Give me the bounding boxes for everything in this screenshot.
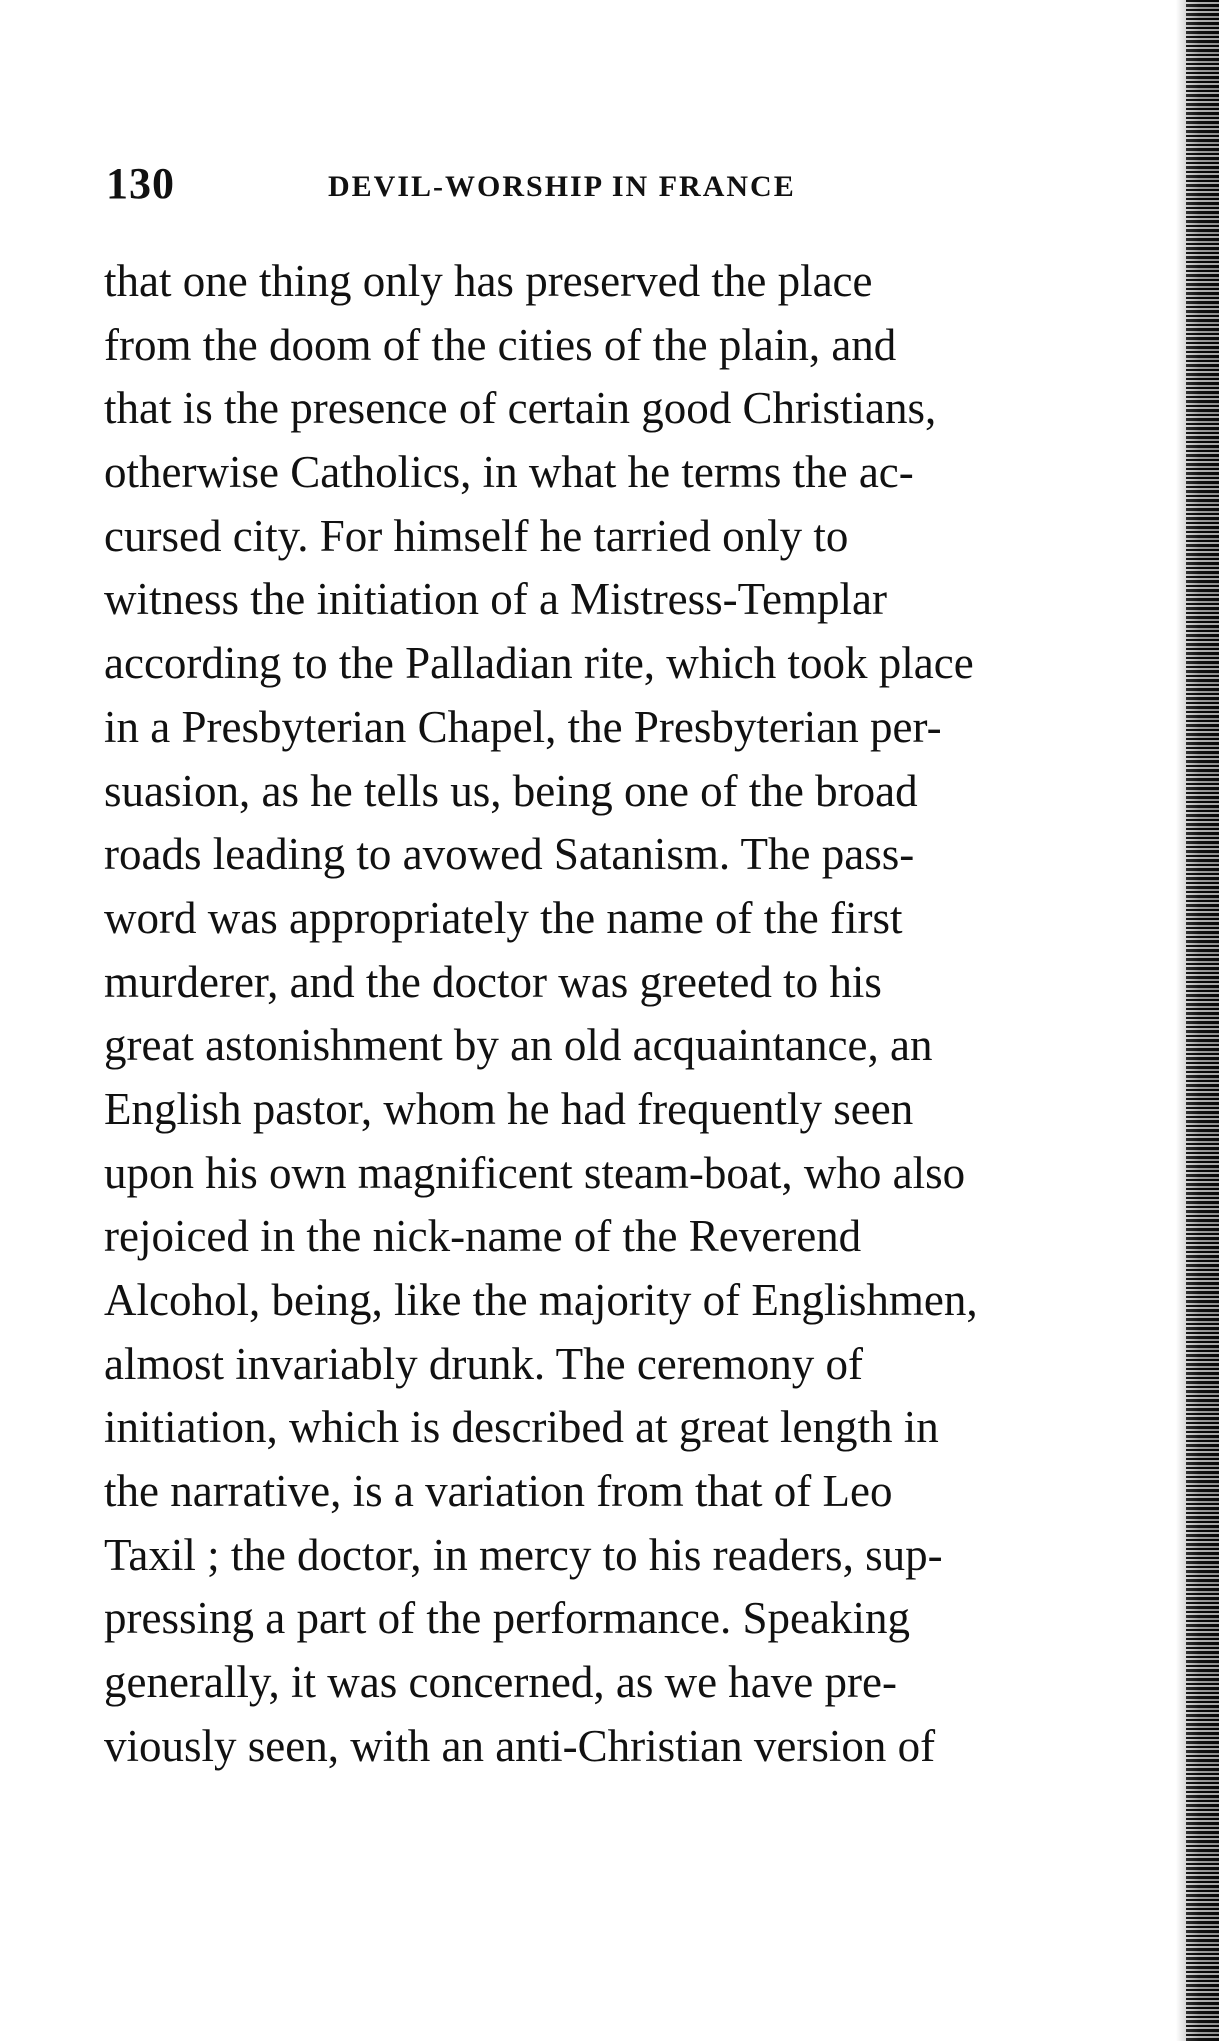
text-line: great astonishment by an old acquaintance, an	[104, 1020, 933, 1071]
text-line: upon his own magnificent steam-boat, who also	[104, 1147, 966, 1198]
text-line: according to the Palladian rite, which took place	[104, 638, 974, 689]
text-line: murderer, and the doctor was greeted to his	[104, 956, 882, 1007]
text-line: almost invariably drunk. The ceremony of	[104, 1338, 863, 1389]
text-line: roads leading to avowed Satanism. The pass-	[104, 829, 915, 880]
text-line: from the doom of the cities of the plain, and	[104, 319, 897, 370]
page-header	[106, 158, 1096, 218]
text-line: English pastor, whom he had frequently seen	[104, 1083, 914, 1134]
text-line: in a Presbyterian Chapel, the Presbyterian per-	[104, 701, 942, 752]
running-title: DEVIL-WORSHIP IN FRANCE	[328, 170, 796, 203]
text-line: witness the initiation of a Mistress-Templar	[104, 574, 887, 625]
text-line: word was appropriately the name of the first	[104, 892, 903, 943]
text-line: initiation, which is described at great length in	[104, 1402, 939, 1453]
text-line: generally, it was concerned, as we have pre-	[104, 1657, 897, 1708]
body-text	[104, 250, 1098, 1779]
text-line: cursed city. For himself he tarried only to	[104, 510, 849, 561]
text-line: pressing a part of the performance. Speaking	[104, 1593, 910, 1644]
text-line: that is the presence of certain good Christians,	[104, 383, 937, 434]
text-line: Alcohol, being, like the majority of Englishmen,	[104, 1275, 978, 1325]
text-line: rejoiced in the nick-name of the Reverend	[104, 1211, 862, 1262]
text-line: that one thing only has preserved the place	[104, 256, 873, 306]
text-line: otherwise Catholics, in what he terms the ac-	[104, 447, 914, 498]
page-number: 130	[106, 159, 175, 208]
text-line: Taxil ; the doctor, in mercy to his readers, sup-	[104, 1529, 943, 1580]
text-line: the narrative, is a variation from that of Leo	[104, 1466, 893, 1517]
book-spine-edge	[1186, 0, 1219, 2041]
text-line: suasion, as he tells us, being one of the broad	[104, 765, 918, 816]
text-line: viously seen, with an anti-Christian version of	[104, 1720, 936, 1771]
